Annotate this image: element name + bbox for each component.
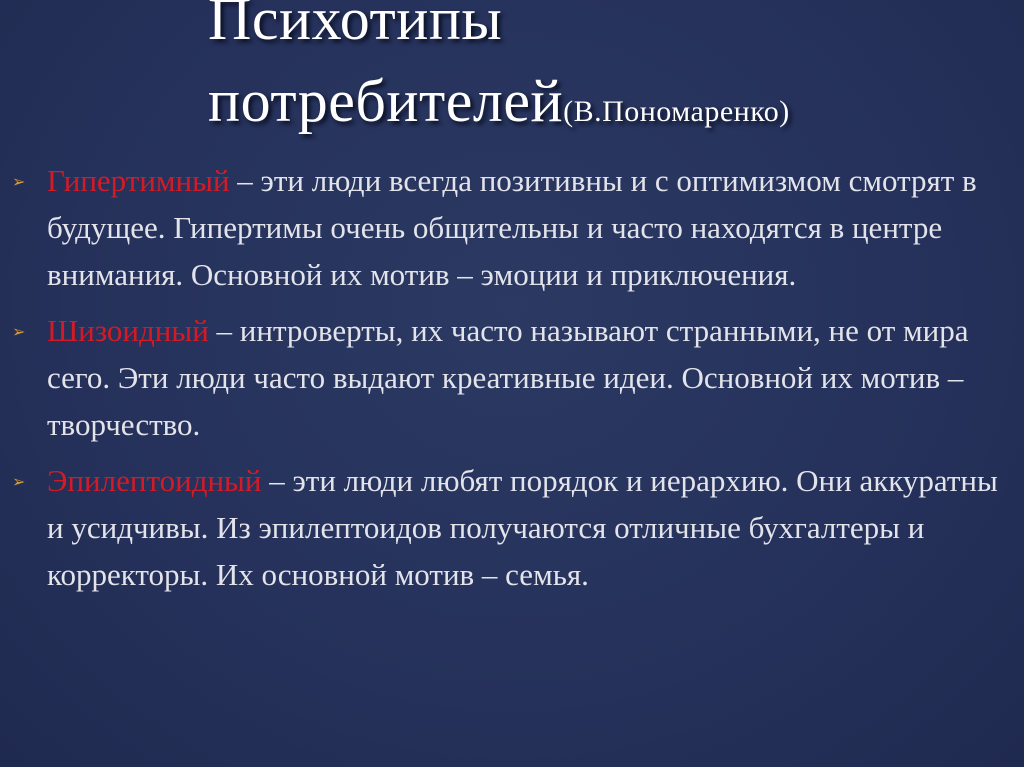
term-label: Гипертимный [47, 163, 230, 198]
term-label: Шизоидный [47, 313, 209, 348]
title-line-1: Психотипы [208, 0, 503, 52]
title-author: (В.Пономаренко) [563, 95, 790, 128]
item-description: – эти люди всегда позитивны и с оптимизмом смотрят в будущее. Гипертимы очень общительны и часто находятся в центре внимания. Основной их мотив – эмоции и приключения. [47, 163, 977, 292]
list-item-hyperthymic [0, 157, 1024, 298]
title-line-2 [208, 60, 1008, 153]
arrow-bullet-icon: ➢ [12, 472, 26, 491]
slide-title [208, 0, 1008, 153]
arrow-bullet-icon: ➢ [12, 322, 26, 341]
item-description: – эти люди любят порядок и иерархию. Они аккуратны и усидчивы. Из эпилептоидов получаются отличные бухгалтеры и корректоры. Их основной мотив – семья. [47, 463, 998, 592]
title-main-word: потребителей [208, 68, 564, 134]
arrow-bullet-icon: ➢ [12, 172, 26, 191]
list-item-schizoid [0, 307, 1024, 448]
bullet-list [0, 157, 1024, 607]
list-item-epileptoid [0, 457, 1024, 598]
term-label: Эпилептоидный [47, 463, 262, 498]
item-description: – интроверты, их часто называют странными, не от мира сего. Эти люди часто выдают креативные идеи. Основной их мотив – творчество. [47, 313, 969, 442]
